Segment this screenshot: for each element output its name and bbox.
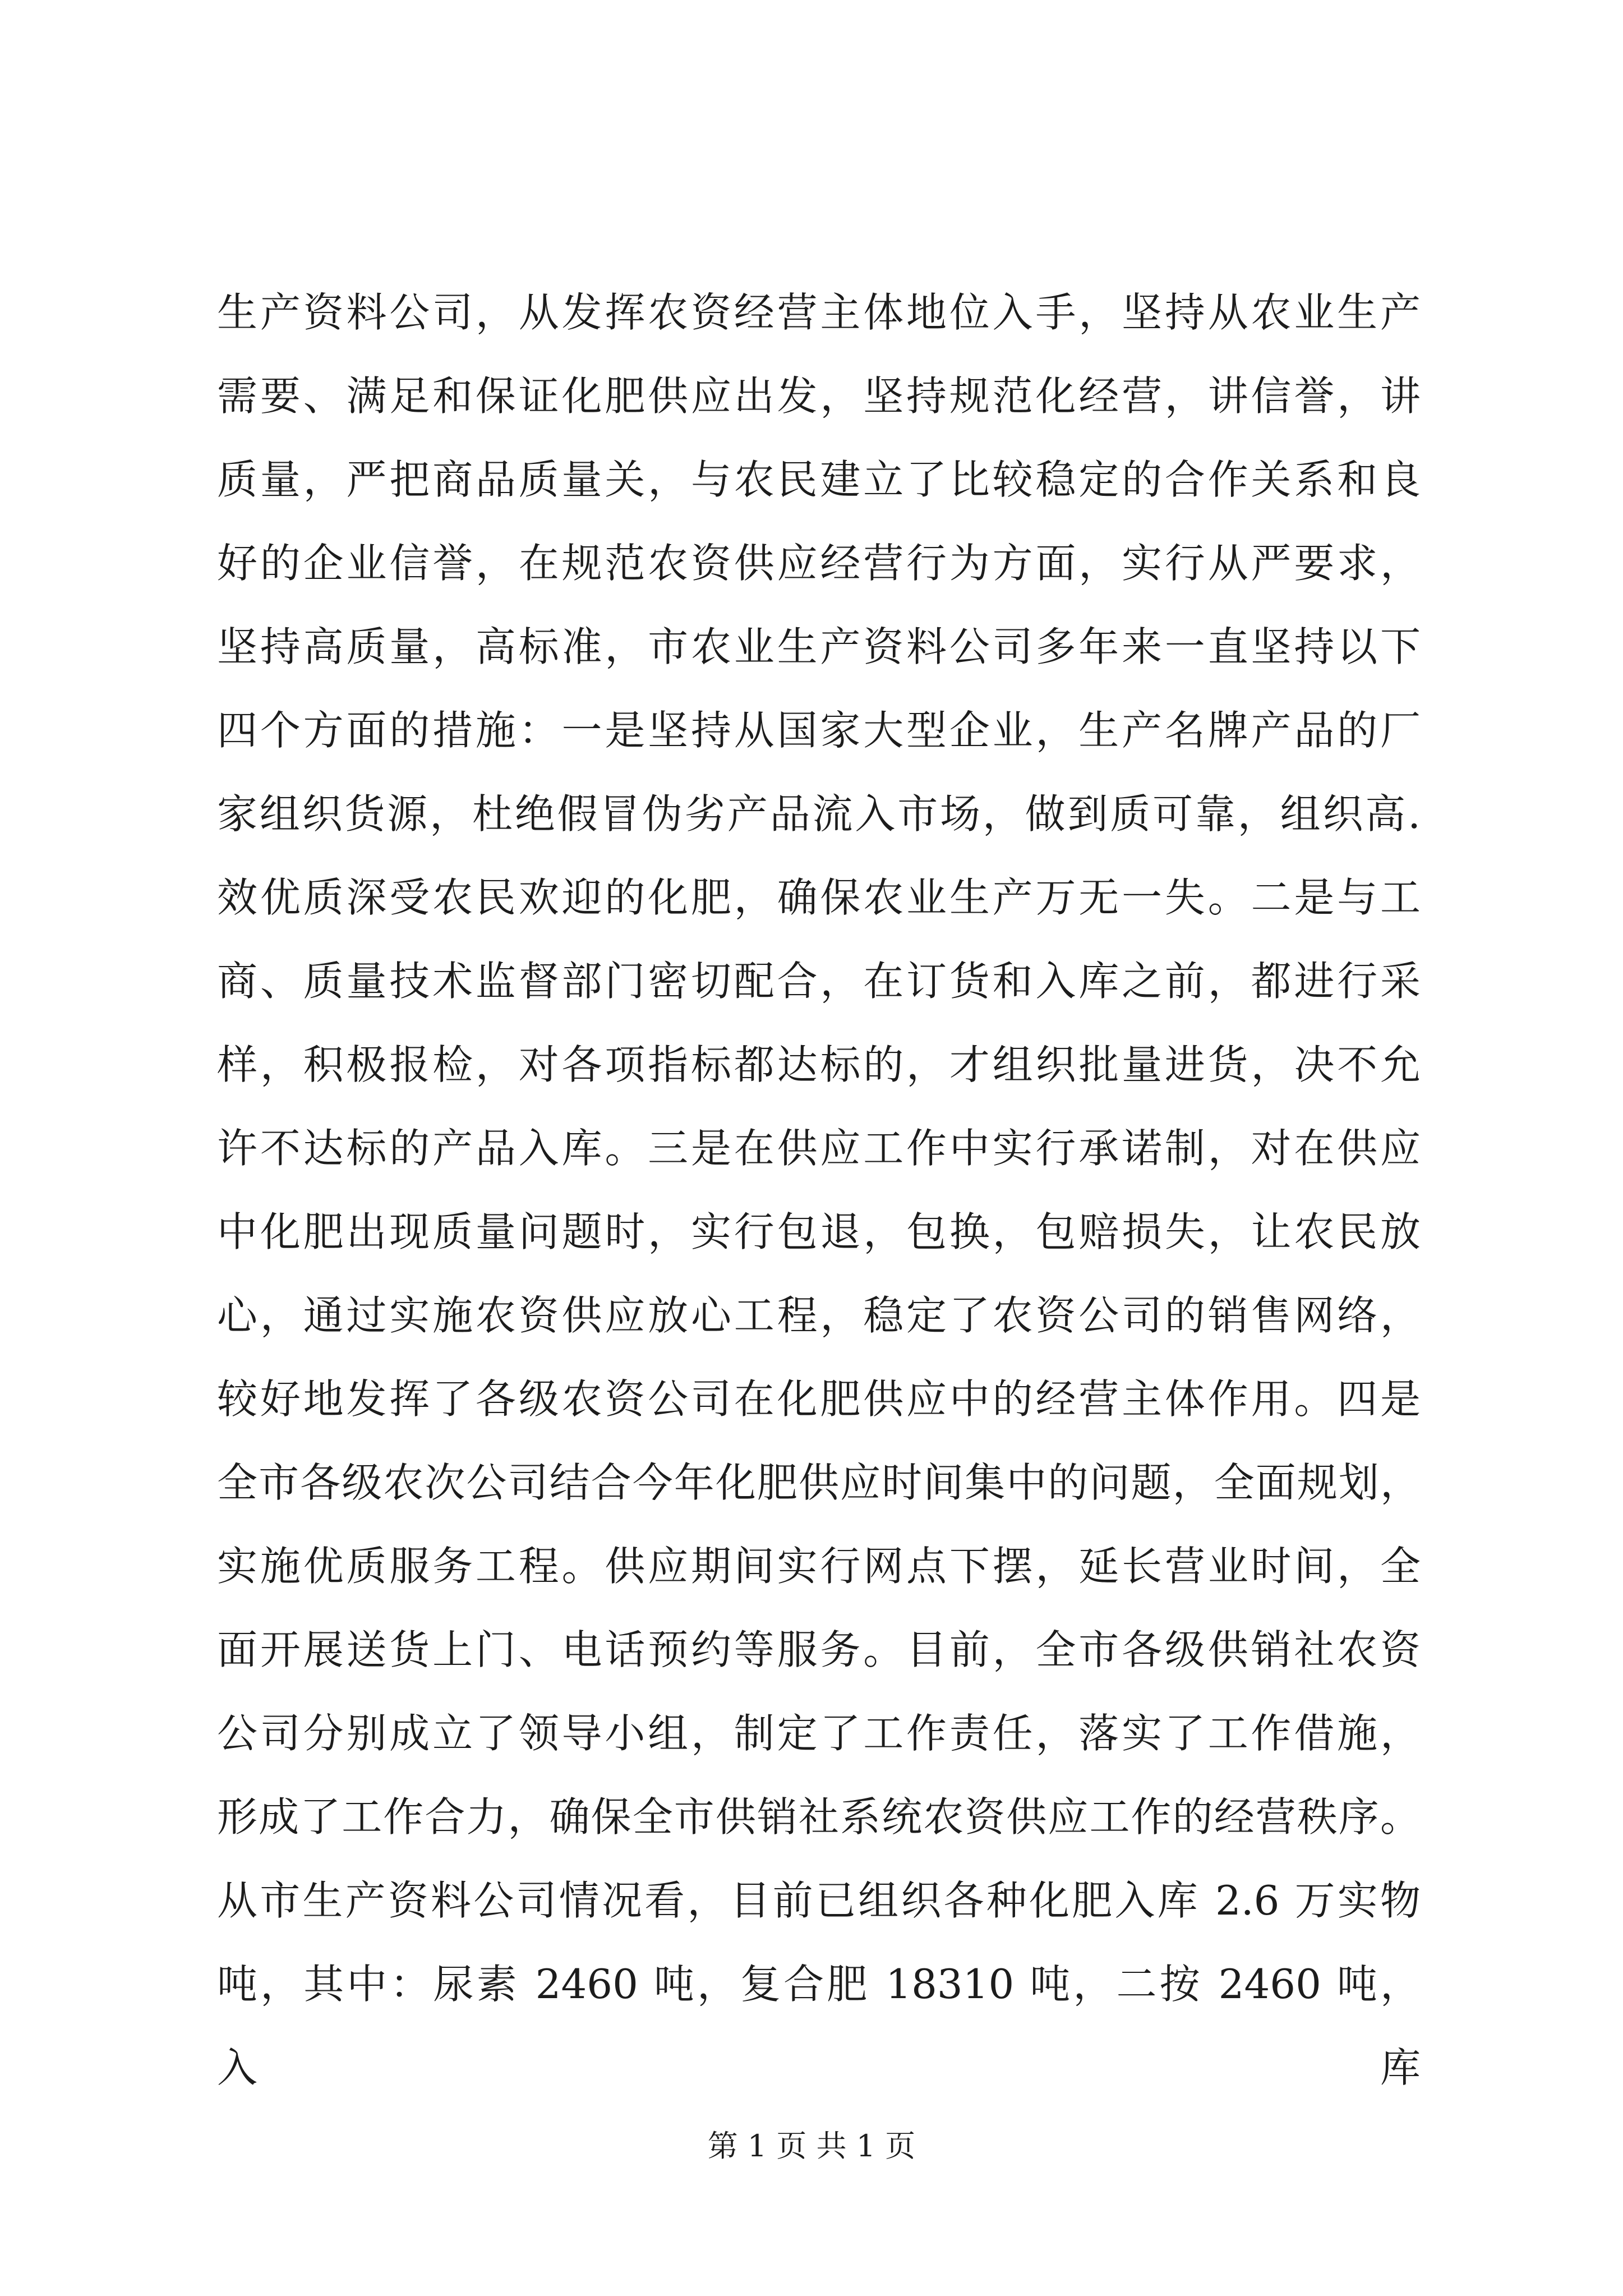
text-line: 家组织货源，杜绝假冒伪劣产品流入市场，做到质可靠，组织高.	[217, 790, 1421, 838]
text-line: 心，通过实施农资供应放心工程，稳定了农资公司的销售网络，	[217, 1292, 1421, 1339]
text-line: 效优质深受农民欢迎的化肥，确保农业生产万无一失。二是与工	[217, 874, 1421, 921]
text-line: 生产资料公司，从发挥农资经营主体地位入手，坚持从农业生产	[217, 289, 1421, 336]
text-line: 样，积极报检，对各项指标都达标的，才组织批量进货，决不允	[217, 1041, 1421, 1088]
text-line: 好的企业信誉，在规范农资供应经营行为方面，实行从严要求，	[217, 540, 1421, 587]
text-line: 从市生产资料公司情况看，目前已组织各种化肥入库 2.6 万实物	[217, 1877, 1421, 1924]
text-line: 公司分别成立了领导小组，制定了工作责任，落实了工作借施，	[217, 1710, 1421, 1757]
text-line: 坚持高质量，高标准，市农业生产资料公司多年来一直坚持以下	[217, 623, 1421, 670]
text-line: 吨，其中：尿素 2460 吨，复合肥 18310 吨，二按 2460 吨，入库	[217, 1961, 1421, 2091]
body-text	[217, 271, 1421, 2091]
text-line: 商、质量技术监督部门密切配合，在订货和入库之前，都进行采	[217, 958, 1421, 1005]
text-line: 中化肥出现质量问题时，实行包退，包换，包赔损失，让农民放	[217, 1208, 1421, 1255]
text-line: 较好地发挥了各级农资公司在化肥供应中的经营主体作用。四是	[217, 1375, 1421, 1423]
text-line: 形成了工作合力，确保全市供销社系统农资供应工作的经营秩序。	[217, 1793, 1421, 1841]
text-line: 质量，严把商品质量关，与农民建立了比较稳定的合作关系和良	[217, 456, 1421, 503]
text-line: 全市各级农次公司结合今年化肥供应时间集中的问题，全面规划，	[217, 1459, 1421, 1506]
text-line: 四个方面的措施：一是坚持从国家大型企业，生产名牌产品的厂	[217, 707, 1421, 754]
text-line: 实施优质服务工程。供应期间实行网点下摆，延长营业时间，全	[217, 1543, 1421, 1590]
page-footer: 第 1 页 共 1 页	[707, 2128, 916, 2164]
text-line: 面开展送货上门、电话预约等服务。目前，全市各级供销社农资	[217, 1626, 1421, 1673]
text-line: 需要、满足和保证化肥供应出发，坚持规范化经营，讲信誉，讲	[217, 372, 1421, 420]
text-line: 许不达标的产品入库。三是在供应工作中实行承诺制，对在供应	[217, 1125, 1421, 1172]
